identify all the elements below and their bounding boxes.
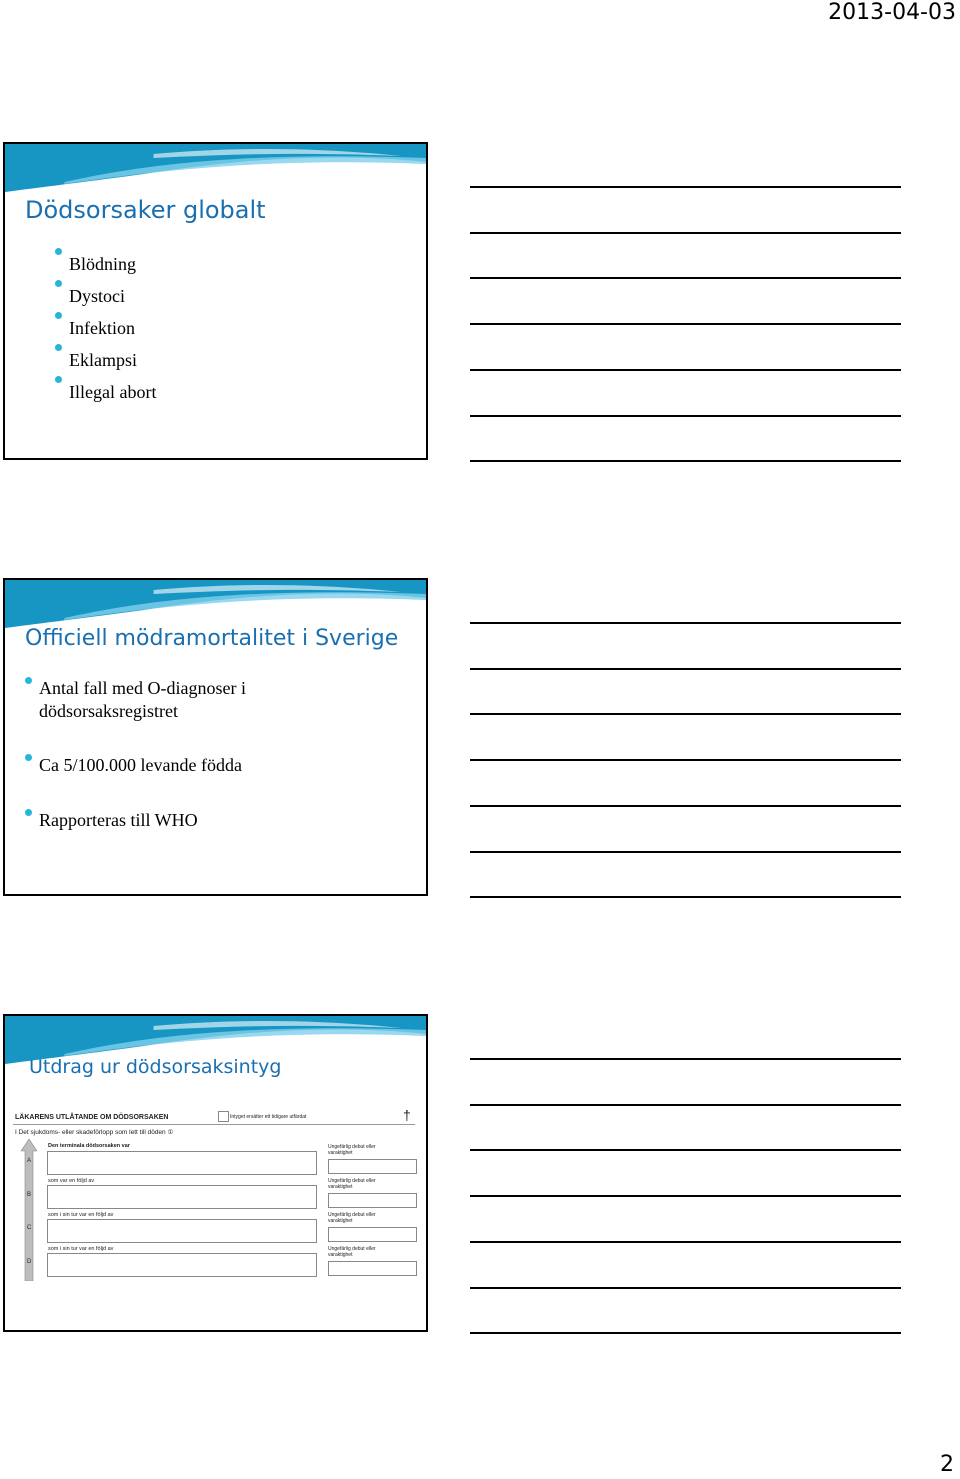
onset-label: Ungefärlig debut eller varaktighet (328, 1246, 376, 1258)
note-line (470, 896, 901, 898)
onset-field (328, 1159, 417, 1174)
form-section: I Det sjukdoms- eller skadeförlopp som lett till döden ① (15, 1129, 174, 1136)
list-item: Illegal abort (55, 376, 156, 408)
row-label: som i sin tur var en följd av (48, 1246, 114, 1252)
note-line (470, 713, 901, 715)
onset-field (328, 1193, 417, 1208)
note-line (470, 668, 901, 670)
slide-banner (5, 580, 426, 630)
cause-field (47, 1151, 317, 1175)
note-line (470, 415, 901, 417)
onset-field (328, 1227, 417, 1242)
row-label: som var en följd av (48, 1178, 95, 1184)
slide-title: Utdrag ur dödsorsaksintyg (29, 1056, 282, 1078)
cause-field (47, 1185, 317, 1209)
note-line (470, 369, 901, 371)
note-line (470, 186, 901, 188)
replaces-checkbox (218, 1111, 229, 1122)
cross-symbol: † (403, 1107, 411, 1123)
slide-title: Officiell mödramortalitet i Sverige (25, 626, 399, 651)
form-heading: LÄKARENS UTLÅTANDE OM DÖDSORSAKEN (15, 1114, 169, 1121)
note-line (470, 460, 901, 462)
list-item: Dystoci (55, 280, 156, 312)
row-letter: A (27, 1158, 32, 1164)
list-item: Ca 5/100.000 levande födda (25, 754, 315, 777)
note-line (470, 1058, 901, 1060)
list-item: Rapporteras till WHO (25, 809, 315, 832)
page-date: 2013-04-03 (828, 0, 956, 25)
list-item: Eklampsi (55, 344, 156, 376)
note-line (470, 1104, 901, 1106)
note-line (470, 622, 901, 624)
note-line (470, 851, 901, 853)
onset-label: Ungefärlig debut eller varaktighet (328, 1178, 376, 1190)
note-line (470, 277, 901, 279)
death-certificate-excerpt (13, 1107, 417, 1281)
cause-field (47, 1219, 317, 1243)
list-item: Infektion (55, 312, 156, 344)
note-line (470, 805, 901, 807)
cause-field (47, 1253, 317, 1277)
page-number: 2 (940, 1452, 954, 1477)
note-line (470, 1287, 901, 1289)
note-line (470, 1195, 901, 1197)
row-label: Den terminala dödsorsaken var (48, 1143, 130, 1149)
note-line (470, 323, 901, 325)
row-letter: C (27, 1225, 32, 1231)
note-line (470, 1241, 901, 1243)
note-line (470, 1332, 901, 1334)
notes-lines-1 (470, 186, 901, 476)
onset-field (328, 1261, 417, 1276)
note-line (470, 232, 901, 234)
note-line (470, 1149, 901, 1151)
bullet-list (25, 677, 315, 832)
slide-2 (3, 578, 428, 896)
form-divider (13, 1124, 415, 1125)
checkbox-label: Intyget ersätter ett tidigare utfärdat (230, 1114, 307, 1120)
slide-3 (3, 1014, 428, 1332)
list-item: Antal fall med O-diagnoser i dödsorsaksregistret (25, 677, 315, 723)
slide-banner (5, 144, 426, 194)
row-label: som i sin tur var en följd av (48, 1212, 114, 1218)
slide-title: Dödsorsaker globalt (25, 196, 266, 224)
row-letter: D (27, 1259, 32, 1265)
list-item: Blödning (55, 248, 156, 280)
slide-1 (3, 142, 428, 460)
onset-label: Ungefärlig debut eller varaktighet (328, 1144, 376, 1156)
notes-lines-2 (470, 622, 901, 912)
notes-lines-3 (470, 1058, 901, 1348)
row-letter: B (27, 1192, 32, 1198)
note-line (470, 759, 901, 761)
bullet-list (55, 248, 156, 408)
onset-label: Ungefärlig debut eller varaktighet (328, 1212, 376, 1224)
